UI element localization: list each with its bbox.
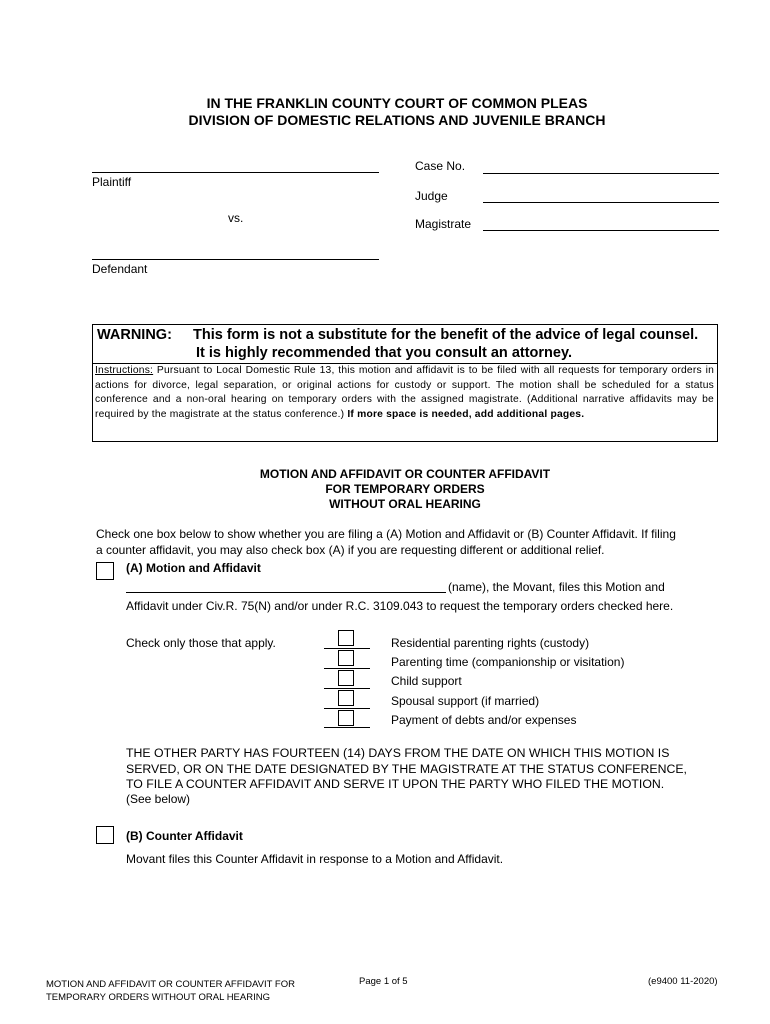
child-support-line (324, 688, 370, 689)
footer-form-title-line1: MOTION AND AFFIDAVIT OR COUNTER AFFIDAVIT FOR (46, 979, 295, 990)
request-parenting-time: Parenting time (companionship or visitation) (391, 655, 625, 669)
defendant-label: Defendant (92, 262, 148, 276)
magistrate-field[interactable] (483, 230, 719, 231)
magistrate-label: Magistrate (415, 217, 472, 231)
counter-affidavit-checkbox[interactable] (96, 826, 114, 844)
section-a-line2: Affidavit under Civ.R. 75(N) and/or under R.C. 3109.043 to request the temporary orders checked here. (126, 599, 674, 613)
case-no-label: Case No. (415, 159, 466, 173)
judge-label: Judge (415, 189, 448, 203)
plaintiff-line[interactable] (92, 172, 379, 173)
plaintiff-label: Plaintiff (92, 175, 132, 189)
footer-form-title-line2: TEMPORARY ORDERS WITHOUT ORAL HEARING (46, 992, 270, 1003)
vs-label: vs. (228, 211, 244, 225)
parenting-time-checkbox[interactable] (338, 650, 354, 666)
movant-name-suffix: (name), the Movant, files this Motion and (448, 580, 665, 594)
warning-text-line1: This form is not a substitute for the benefit of the advice of legal counsel. (193, 327, 699, 343)
notice-line4: (See below) (126, 792, 191, 806)
instructions-label: Instructions: (95, 365, 154, 376)
notice-line3: TO FILE A COUNTER AFFIDAVIT AND SERVE IT UPON THE PARTY WHO FILED THE MOTION. (126, 777, 665, 791)
custody-line (324, 648, 370, 649)
request-custody: Residential parenting rights (custody) (391, 636, 590, 650)
check-instructions-line2: a counter affidavit, you may also check box (A) if you are requesting different or additional relief. (96, 543, 605, 557)
form-title-line1: MOTION AND AFFIDAVIT OR COUNTER AFFIDAVIT (259, 467, 551, 481)
court-title: IN THE FRANKLIN COUNTY COURT OF COMMON PLEAS (206, 95, 588, 111)
request-spousal-support: Spousal support (if married) (391, 694, 540, 708)
judge-field[interactable] (483, 202, 719, 203)
request-child-support: Child support (391, 674, 462, 688)
section-b-text: Movant files this Counter Affidavit in response to a Motion and Affidavit. (126, 852, 504, 866)
section-a-title: (A) Motion and Affidavit (126, 561, 261, 575)
debts-line (324, 727, 370, 728)
request-debts: Payment of debts and/or expenses (391, 713, 577, 727)
child-support-checkbox[interactable] (338, 670, 354, 686)
instructions-paragraph (95, 364, 714, 422)
motion-affidavit-checkbox[interactable] (96, 562, 114, 580)
page-number: Page 1 of 5 (359, 976, 408, 987)
case-no-field[interactable] (483, 173, 719, 174)
spousal-support-checkbox[interactable] (338, 690, 354, 706)
notice-line2: SERVED, OR ON THE DATE DESIGNATED BY THE MAGISTRATE AT THE STATUS CONFERENCE, (126, 762, 687, 776)
division-title: DIVISION OF DOMESTIC RELATIONS AND JUVENILE BRANCH (188, 112, 606, 128)
check-only-label: Check only those that apply. (126, 636, 276, 650)
instructions-bold: If more space is needed, add additional pages. (347, 408, 585, 420)
form-code: (e9400 11-2020) (648, 976, 718, 987)
warning-label: WARNING: (97, 327, 172, 343)
custody-checkbox[interactable] (338, 630, 354, 646)
parenting-time-line (324, 668, 370, 669)
form-title-line3: WITHOUT ORAL HEARING (329, 497, 481, 511)
notice-line1: THE OTHER PARTY HAS FOURTEEN (14) DAYS FROM THE DATE ON WHICH THIS MOTION IS (126, 746, 670, 760)
check-instructions-line1: Check one box below to show whether you are filing a (A) Motion and Affidavit or (B) Counter Affidavit. If filing (96, 527, 676, 541)
movant-name-field[interactable] (126, 592, 446, 593)
form-title-line2: FOR TEMPORARY ORDERS (325, 482, 485, 496)
defendant-line[interactable] (92, 259, 379, 260)
warning-text-line2: It is highly recommended that you consult an attorney. (196, 345, 572, 361)
spousal-support-line (324, 708, 370, 709)
instructions-body: Pursuant to Local Domestic Rule 13, this motion and affidavit is to be filed with all requests for temporary orders in actions for divorce, legal separation, or original actions for custody or support. The motion shall be scheduled for a status conference and a non-oral hearing on temporary orders with the assigned magistrate. (Additional narrative affidavits may be required by the magistrate at the status conference.) (95, 365, 714, 420)
section-b-title: (B) Counter Affidavit (126, 829, 243, 843)
debts-checkbox[interactable] (338, 710, 354, 726)
